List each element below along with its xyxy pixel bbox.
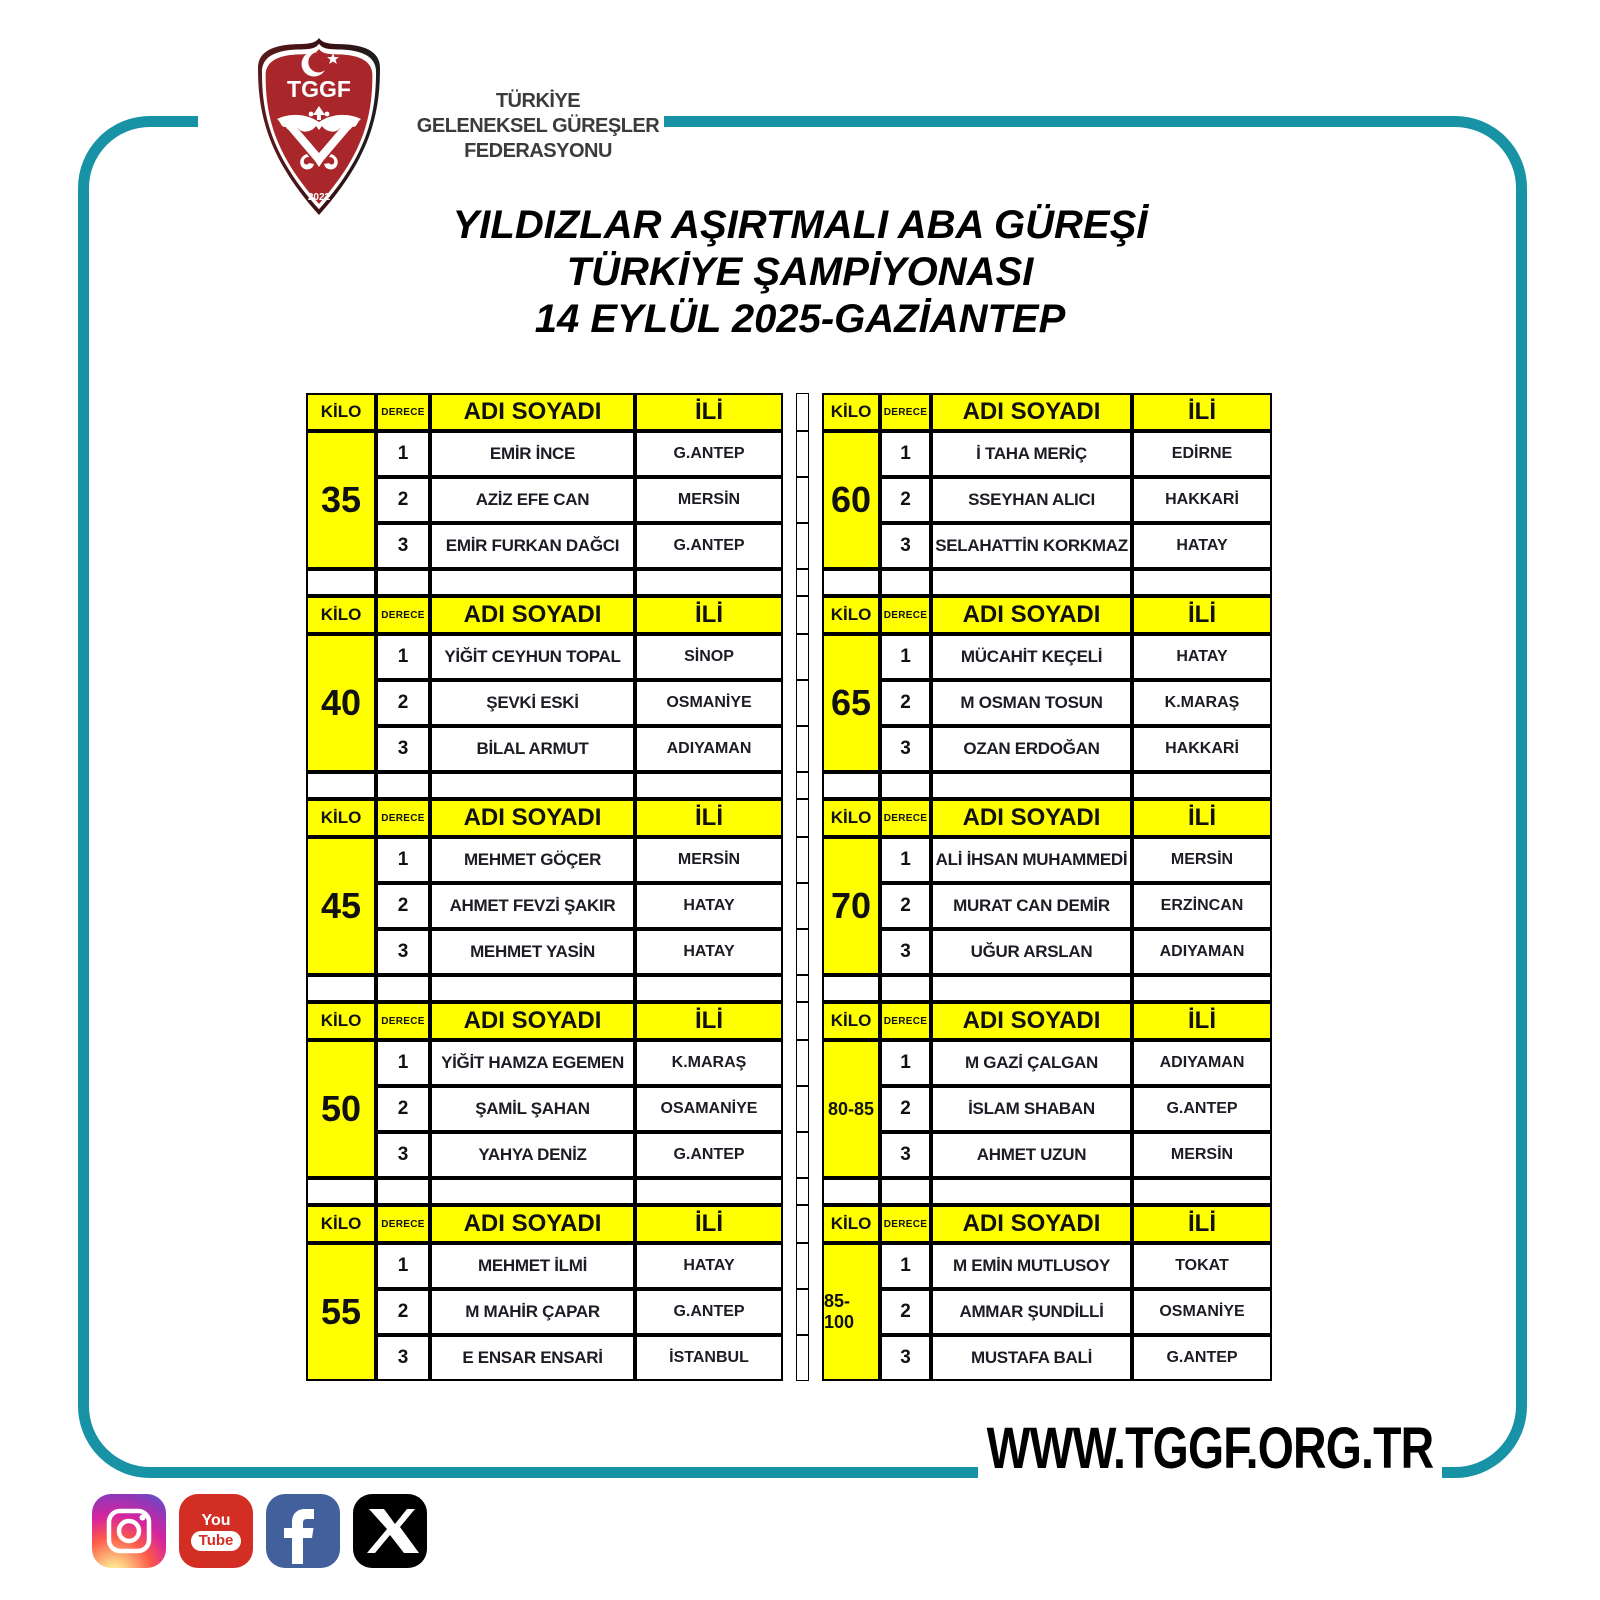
name-cell: M OSMAN TOSUN: [931, 680, 1132, 726]
gap-divider: [796, 726, 809, 772]
kilo-cell: 70: [822, 837, 880, 975]
province-cell: EDİRNE: [1132, 431, 1272, 477]
header-cell: KİLO: [306, 1205, 376, 1243]
spacer-cell: [880, 1178, 931, 1205]
social-icons: [92, 1494, 427, 1568]
kilo-cell: 80-85: [822, 1040, 880, 1178]
header-cell: KİLO: [306, 799, 376, 837]
name-cell: YİĞİT CEYHUN TOPAL: [430, 634, 635, 680]
kilo-cell: 40: [306, 634, 376, 772]
name-cell: AHMET FEVZİ ŞAKIR: [430, 883, 635, 929]
header-cell: DERECE: [880, 596, 931, 634]
kilo-cell: 65: [822, 634, 880, 772]
header-cell: İLİ: [1132, 799, 1272, 837]
rank-cell: 3: [376, 1335, 430, 1381]
province-cell: G.ANTEP: [1132, 1086, 1272, 1132]
name-cell: İ TAHA MERİÇ: [931, 431, 1132, 477]
province-cell: SİNOP: [635, 634, 783, 680]
spacer-cell: [931, 569, 1132, 596]
gap-cell: [783, 883, 822, 929]
gap-cell: [783, 726, 822, 772]
province-cell: HAKKARİ: [1132, 477, 1272, 523]
province-cell: MERSİN: [1132, 1132, 1272, 1178]
youtube-icon[interactable]: [179, 1494, 253, 1568]
header-cell: ADI SOYADI: [931, 393, 1132, 431]
header-cell: ADI SOYADI: [430, 393, 635, 431]
header-cell: KİLO: [306, 596, 376, 634]
header-cell: İLİ: [1132, 393, 1272, 431]
gap-divider: [796, 596, 809, 634]
province-cell: K.MARAŞ: [635, 1040, 783, 1086]
gap-divider: [796, 975, 809, 1002]
name-cell: SSEYHAN ALICI: [931, 477, 1132, 523]
name-cell: EMİR İNCE: [430, 431, 635, 477]
header-cell: İLİ: [1132, 596, 1272, 634]
gap-cell: [783, 477, 822, 523]
header-cell: İLİ: [635, 393, 783, 431]
name-cell: ALİ İHSAN MUHAMMEDİ: [931, 837, 1132, 883]
spacer-cell: [880, 975, 931, 1002]
federation-name-line: FEDERASYONU: [464, 139, 612, 162]
rank-cell: 3: [376, 1132, 430, 1178]
gap-divider: [796, 837, 809, 883]
spacer-cell: [376, 772, 430, 799]
spacer-cell: [880, 569, 931, 596]
rank-cell: 2: [376, 1086, 430, 1132]
name-cell: MEHMET YASİN: [430, 929, 635, 975]
gap-cell: [783, 975, 822, 1002]
header-cell: ADI SOYADI: [430, 596, 635, 634]
title-line: 14 EYLÜL 2025-GAZİANTEP: [534, 297, 1066, 341]
title-line: TÜRKİYE ŞAMPİYONASI: [566, 250, 1034, 294]
name-cell: ŞAMİL ŞAHAN: [430, 1086, 635, 1132]
header-cell: İLİ: [1132, 1205, 1272, 1243]
province-cell: ADIYAMAN: [635, 726, 783, 772]
rank-cell: 2: [880, 1086, 931, 1132]
province-cell: HATAY: [635, 883, 783, 929]
header-cell: İLİ: [635, 596, 783, 634]
header-cell: ADI SOYADI: [931, 1205, 1132, 1243]
gap-divider: [796, 1335, 809, 1381]
province-cell: HAKKARİ: [1132, 726, 1272, 772]
name-cell: İSLAM SHABAN: [931, 1086, 1132, 1132]
province-cell: İSTANBUL: [635, 1335, 783, 1381]
kilo-cell: 35: [306, 431, 376, 569]
header-cell: KİLO: [822, 1205, 880, 1243]
rank-cell: 2: [880, 680, 931, 726]
youtube-label-tube: Tube: [191, 1531, 242, 1551]
header-cell: İLİ: [635, 1002, 783, 1040]
rank-cell: 3: [880, 1132, 931, 1178]
spacer-cell: [931, 1178, 1132, 1205]
name-cell: E ENSAR ENSARİ: [430, 1335, 635, 1381]
rank-cell: 1: [376, 634, 430, 680]
rank-cell: 1: [376, 1040, 430, 1086]
gap-cell: [783, 1243, 822, 1289]
province-cell: G.ANTEP: [635, 1289, 783, 1335]
rank-cell: 1: [880, 431, 931, 477]
kilo-cell: 55: [306, 1243, 376, 1381]
gap-divider: [796, 569, 809, 596]
spacer-cell: [822, 772, 880, 799]
rank-cell: 1: [376, 1243, 430, 1289]
spacer-cell: [1132, 975, 1272, 1002]
header-cell: DERECE: [880, 1002, 931, 1040]
name-cell: MÜCAHİT KEÇELİ: [931, 634, 1132, 680]
header-cell: İLİ: [635, 799, 783, 837]
name-cell: M MAHİR ÇAPAR: [430, 1289, 635, 1335]
gap-cell: [783, 772, 822, 799]
name-cell: OZAN ERDOĞAN: [931, 726, 1132, 772]
gap-cell: [783, 1335, 822, 1381]
website-url[interactable]: WWW.TGGF.ORG.TR: [978, 1416, 1442, 1482]
province-cell: HATAY: [635, 1243, 783, 1289]
province-cell: K.MARAŞ: [1132, 680, 1272, 726]
rank-cell: 2: [880, 477, 931, 523]
logo-year: 2022: [307, 192, 331, 203]
header-cell: KİLO: [306, 393, 376, 431]
logo-abbr: TGGF: [287, 76, 351, 102]
spacer-cell: [430, 569, 635, 596]
spacer-cell: [376, 1178, 430, 1205]
spacer-cell: [1132, 772, 1272, 799]
gap-divider: [796, 1086, 809, 1132]
name-cell: MEHMET GÖÇER: [430, 837, 635, 883]
header-cell: KİLO: [822, 393, 880, 431]
gap-cell: [783, 1289, 822, 1335]
spacer-cell: [430, 1178, 635, 1205]
gap-divider: [796, 477, 809, 523]
gap-cell: [783, 431, 822, 477]
province-cell: HATAY: [1132, 634, 1272, 680]
rank-cell: 2: [376, 1289, 430, 1335]
facebook-icon[interactable]: [266, 1494, 340, 1568]
gap-cell: [783, 799, 822, 837]
gap-divider: [796, 1132, 809, 1178]
header-cell: ADI SOYADI: [430, 1205, 635, 1243]
name-cell: ŞEVKİ ESKİ: [430, 680, 635, 726]
instagram-icon[interactable]: [92, 1494, 166, 1568]
rank-cell: 2: [376, 680, 430, 726]
name-cell: AHMET UZUN: [931, 1132, 1132, 1178]
gap-divider: [796, 1205, 809, 1243]
rank-cell: 3: [376, 726, 430, 772]
gap-divider: [796, 523, 809, 569]
gap-cell: [783, 1178, 822, 1205]
spacer-cell: [635, 772, 783, 799]
name-cell: YİĞİT HAMZA EGEMEN: [430, 1040, 635, 1086]
rank-cell: 1: [880, 1040, 931, 1086]
header-cell: DERECE: [376, 393, 430, 431]
spacer-cell: [1132, 569, 1272, 596]
name-cell: AZİZ EFE CAN: [430, 477, 635, 523]
name-cell: M EMİN MUTLUSOY: [931, 1243, 1132, 1289]
federation-logo: [198, 28, 414, 222]
x-icon[interactable]: [353, 1494, 427, 1568]
spacer-cell: [880, 772, 931, 799]
federation-name-line: TÜRKİYE: [495, 89, 581, 112]
kilo-cell: 85-100: [822, 1243, 880, 1381]
province-cell: ERZİNCAN: [1132, 883, 1272, 929]
province-cell: OSMANİYE: [635, 680, 783, 726]
header-cell: DERECE: [880, 1205, 931, 1243]
province-cell: HATAY: [635, 929, 783, 975]
gap-divider: [796, 393, 809, 431]
name-cell: MEHMET İLMİ: [430, 1243, 635, 1289]
gap-divider: [796, 1243, 809, 1289]
spacer-cell: [376, 975, 430, 1002]
rank-cell: 3: [376, 523, 430, 569]
gap-cell: [783, 1205, 822, 1243]
kilo-cell: 50: [306, 1040, 376, 1178]
header-cell: DERECE: [376, 799, 430, 837]
province-cell: MERSİN: [635, 837, 783, 883]
spacer-cell: [306, 1178, 376, 1205]
header-cell: DERECE: [880, 799, 931, 837]
spacer-cell: [931, 975, 1132, 1002]
header-cell: İLİ: [635, 1205, 783, 1243]
rank-cell: 1: [376, 837, 430, 883]
header-cell: ADI SOYADI: [931, 1002, 1132, 1040]
province-cell: MERSİN: [1132, 837, 1272, 883]
rank-cell: 3: [880, 726, 931, 772]
province-cell: G.ANTEP: [635, 431, 783, 477]
title-line: YILDIZLAR AŞIRTMALI ABA GÜREŞİ: [452, 203, 1148, 247]
gap-divider: [796, 680, 809, 726]
province-cell: HATAY: [1132, 523, 1272, 569]
federation-name-line: GELENEKSEL GÜREŞLER: [416, 114, 660, 137]
gap-cell: [783, 596, 822, 634]
spacer-cell: [1132, 1178, 1272, 1205]
header-cell: KİLO: [306, 1002, 376, 1040]
spacer-cell: [306, 772, 376, 799]
tggf-shield-icon: [234, 34, 404, 224]
rank-cell: 2: [376, 477, 430, 523]
header-cell: DERECE: [880, 393, 931, 431]
gap-cell: [783, 1040, 822, 1086]
gap-cell: [783, 1132, 822, 1178]
spacer-cell: [635, 569, 783, 596]
page-title: [0, 202, 1600, 343]
name-cell: MURAT CAN DEMİR: [931, 883, 1132, 929]
youtube-label-you: You: [201, 1511, 231, 1529]
gap-divider: [796, 1002, 809, 1040]
gap-cell: [783, 1086, 822, 1132]
name-cell: SELAHATTİN KORKMAZ: [931, 523, 1132, 569]
spacer-cell: [376, 569, 430, 596]
gap-divider: [796, 431, 809, 477]
gap-divider: [796, 634, 809, 680]
gap-cell: [783, 393, 822, 431]
rank-cell: 2: [376, 883, 430, 929]
header-cell: DERECE: [376, 596, 430, 634]
gap-cell: [783, 523, 822, 569]
header-cell: ADI SOYADI: [430, 799, 635, 837]
name-cell: BİLAL ARMUT: [430, 726, 635, 772]
province-cell: ADIYAMAN: [1132, 929, 1272, 975]
province-cell: ADIYAMAN: [1132, 1040, 1272, 1086]
header-cell: ADI SOYADI: [931, 799, 1132, 837]
gap-divider: [796, 772, 809, 799]
rank-cell: 2: [880, 1289, 931, 1335]
gap-divider: [796, 929, 809, 975]
results-grid: [306, 393, 1272, 1381]
province-cell: G.ANTEP: [635, 1132, 783, 1178]
name-cell: YAHYA DENİZ: [430, 1132, 635, 1178]
rank-cell: 3: [880, 929, 931, 975]
gap-cell: [783, 680, 822, 726]
gap-cell: [783, 569, 822, 596]
spacer-cell: [822, 569, 880, 596]
kilo-cell: 45: [306, 837, 376, 975]
province-cell: TOKAT: [1132, 1243, 1272, 1289]
spacer-cell: [822, 1178, 880, 1205]
spacer-cell: [635, 1178, 783, 1205]
gap-divider: [796, 1040, 809, 1086]
spacer-cell: [430, 772, 635, 799]
rank-cell: 1: [376, 431, 430, 477]
province-cell: OSAMANİYE: [635, 1086, 783, 1132]
rank-cell: 1: [880, 634, 931, 680]
province-cell: OSMANİYE: [1132, 1289, 1272, 1335]
spacer-cell: [430, 975, 635, 1002]
header-cell: KİLO: [822, 799, 880, 837]
province-cell: G.ANTEP: [635, 523, 783, 569]
rank-cell: 3: [376, 929, 430, 975]
rank-cell: 2: [880, 883, 931, 929]
header-cell: KİLO: [822, 596, 880, 634]
kilo-cell: 60: [822, 431, 880, 569]
spacer-cell: [306, 975, 376, 1002]
province-cell: MERSİN: [635, 477, 783, 523]
spacer-cell: [306, 569, 376, 596]
name-cell: UĞUR ARSLAN: [931, 929, 1132, 975]
name-cell: AMMAR ŞUNDİLLİ: [931, 1289, 1132, 1335]
federation-name: [412, 78, 664, 174]
spacer-cell: [931, 772, 1132, 799]
gap-cell: [783, 1002, 822, 1040]
name-cell: MUSTAFA BALİ: [931, 1335, 1132, 1381]
gap-divider: [796, 799, 809, 837]
header-cell: DERECE: [376, 1205, 430, 1243]
gap-cell: [783, 837, 822, 883]
spacer-cell: [822, 975, 880, 1002]
gap-cell: [783, 929, 822, 975]
header-cell: KİLO: [822, 1002, 880, 1040]
gap-divider: [796, 883, 809, 929]
header-cell: ADI SOYADI: [430, 1002, 635, 1040]
rank-cell: 3: [880, 523, 931, 569]
header-cell: DERECE: [376, 1002, 430, 1040]
province-cell: G.ANTEP: [1132, 1335, 1272, 1381]
spacer-cell: [635, 975, 783, 1002]
gap-divider: [796, 1289, 809, 1335]
rank-cell: 1: [880, 837, 931, 883]
name-cell: M GAZİ ÇALGAN: [931, 1040, 1132, 1086]
rank-cell: 3: [880, 1335, 931, 1381]
gap-divider: [796, 1178, 809, 1205]
header-cell: ADI SOYADI: [931, 596, 1132, 634]
gap-cell: [783, 634, 822, 680]
rank-cell: 1: [880, 1243, 931, 1289]
name-cell: EMİR FURKAN DAĞCI: [430, 523, 635, 569]
header-cell: İLİ: [1132, 1002, 1272, 1040]
